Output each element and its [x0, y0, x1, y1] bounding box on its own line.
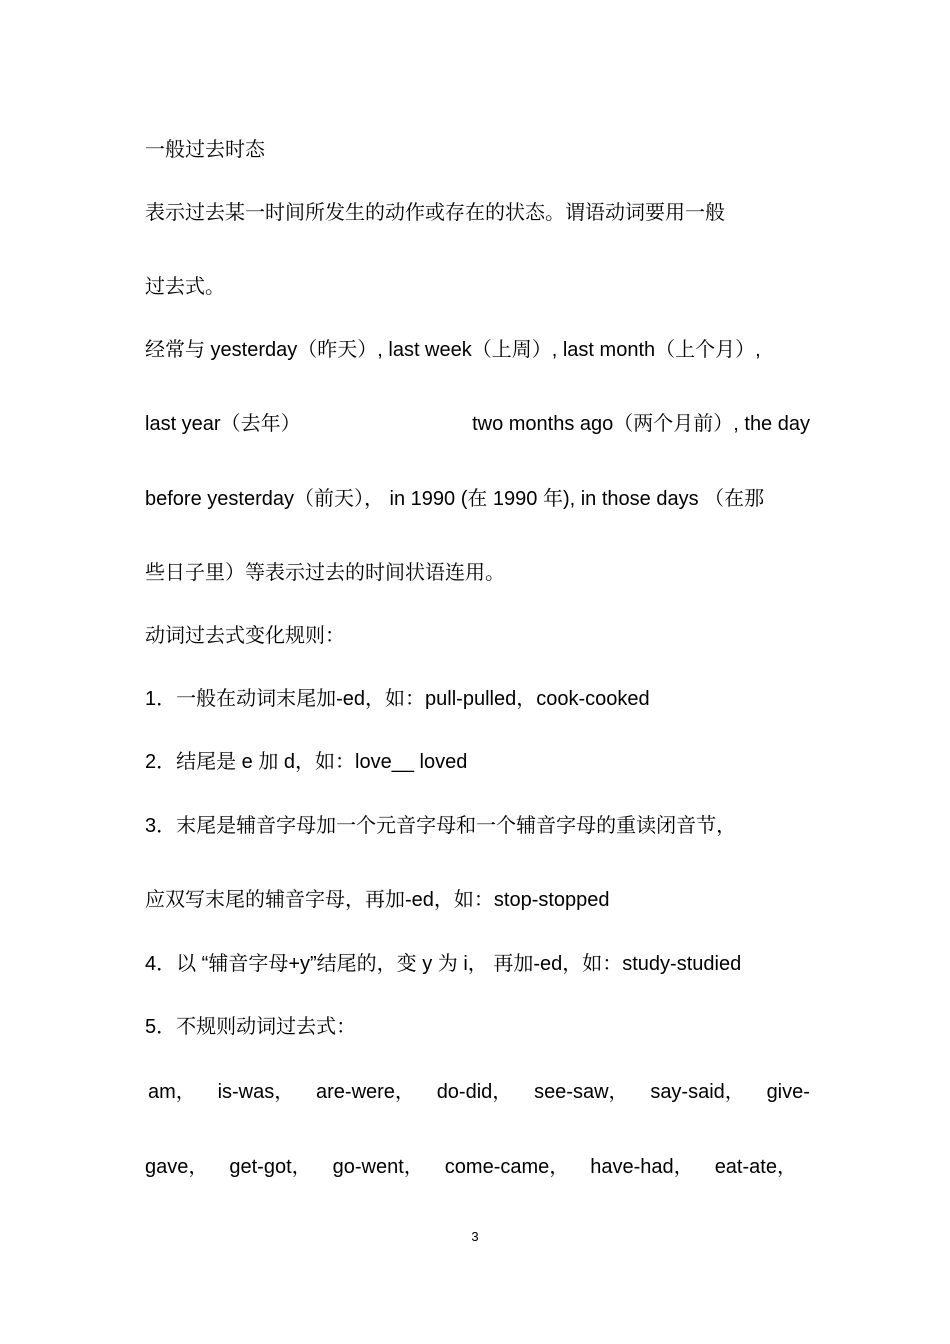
section-title: 一般过去时态: [145, 139, 265, 161]
time-expressions-line-3: before yesterday（前天）， in 1990 (在 1990 年), in those days （在那: [145, 488, 765, 510]
irregular-verb: am，: [148, 1081, 196, 1103]
irregular-verb: eat-ate，: [714, 1156, 797, 1178]
irregular-verb: is-was，: [217, 1081, 295, 1103]
time-expression-two-months-ago: two months ago（两个月前）, the day: [472, 413, 810, 435]
irregular-verbs-row-1: [145, 1079, 810, 1105]
irregular-verb: are-were，: [316, 1081, 415, 1103]
irregular-verbs-row-2: [145, 1154, 797, 1180]
definition-line-2: 过去式。: [145, 276, 225, 298]
page-number: 3: [471, 1229, 479, 1244]
time-expressions-line-2: [145, 411, 810, 437]
irregular-verb: do-did，: [436, 1081, 513, 1103]
irregular-verb: gave，: [145, 1156, 209, 1178]
rule-3-line-1: 3．末尾是辅音字母加一个元音字母和一个辅音字母的重读闭音节，: [145, 815, 737, 837]
irregular-verb: go-went，: [332, 1156, 424, 1178]
rule-5: 5．不规则动词过去式：: [145, 1016, 357, 1038]
irregular-verb: have-had，: [590, 1156, 694, 1178]
rules-heading: 动词过去式变化规则：: [145, 625, 345, 647]
definition-line-1: 表示过去某一时间所发生的动作或存在的状态。谓语动词要用一般: [145, 202, 725, 224]
time-expressions-line-4: 些日子里）等表示过去的时间状语连用。: [145, 562, 505, 584]
rule-2: 2．结尾是 e 加 d，如：love__ loved: [145, 751, 468, 773]
irregular-verb: get-got，: [229, 1156, 312, 1178]
rule-3-line-2: 应双写末尾的辅音字母，再加-ed，如：stop-stopped: [145, 889, 610, 911]
irregular-verb: see-saw，: [534, 1081, 629, 1103]
rule-4: 4．以 “辅音字母+y”结尾的，变 y 为 i， 再加-ed，如：study-studied: [145, 953, 742, 975]
irregular-verb: give-: [766, 1081, 810, 1103]
time-expressions-line-1: 经常与 yesterday（昨天）, last week（上周）, last month（上个月）,: [145, 339, 761, 361]
irregular-verb: say-said，: [650, 1081, 745, 1103]
irregular-verb: come-came，: [444, 1156, 570, 1178]
time-expression-last-year: last year（去年）: [145, 413, 301, 435]
rule-1: 1．一般在动词末尾加-ed，如：pull-pulled，cook-cooked: [145, 688, 650, 710]
